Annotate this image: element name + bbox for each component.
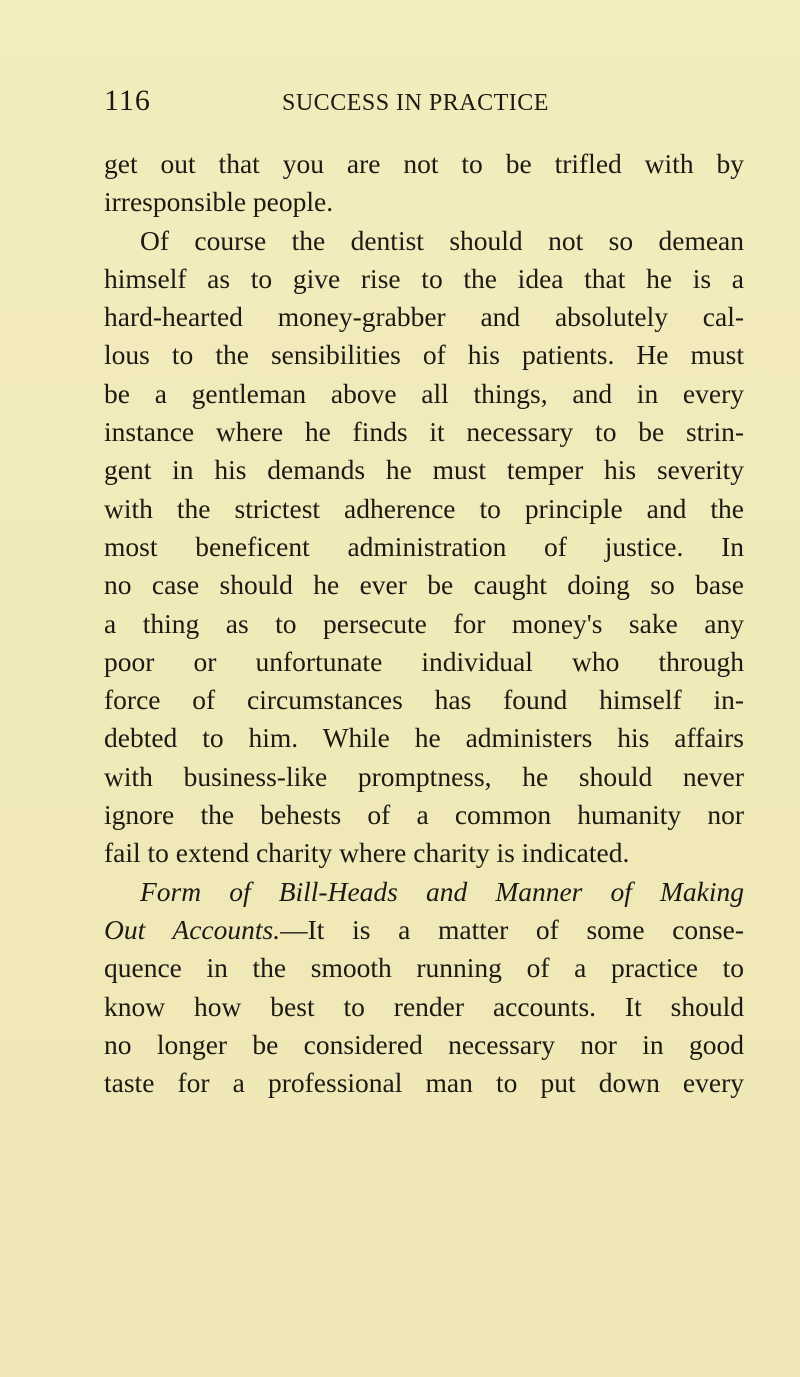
text-line: be a gentleman above all things, and in every	[104, 377, 744, 409]
text-line	[104, 911, 744, 949]
text-line: himself as to give rise to the idea that he is a	[104, 262, 744, 294]
text-line: most beneficent administration of justice. In	[104, 530, 744, 562]
text-line: get out that you are not to be trifled with by	[104, 148, 744, 179]
text-line: know how best to render accounts. It should	[104, 990, 744, 1022]
text-line: fail to extend charity where charity is indicated.	[104, 837, 630, 869]
text-line: with the strictest adherence to principle and the	[104, 492, 744, 524]
body-text	[104, 145, 744, 1102]
text-line: lous to the sensibilities of his patients. He must	[104, 339, 744, 371]
text-line: no case should he ever be caught doing so base	[104, 569, 744, 601]
text-line: hard-hearted money-grabber and absolutely cal-	[104, 301, 744, 333]
text-line: instance where he finds it necessary to be strin-	[104, 416, 744, 448]
text-line: with business-like promptness, he should never	[104, 760, 744, 792]
text-line: force of circumstances has found himself in-	[104, 684, 744, 716]
text-line: ignore the behests of a common humanity nor	[104, 799, 744, 831]
page-number: 116	[104, 84, 151, 117]
text-line: debted to him. While he administers his affairs	[104, 722, 744, 754]
section-heading: Form of Bill-Heads and Manner of Making	[140, 875, 744, 907]
text-line: taste for a professional man to put down every	[104, 1067, 744, 1099]
text-line: poor or unfortunate individual who through	[104, 645, 744, 677]
text-line: irresponsible people.	[104, 186, 334, 218]
page-header	[104, 84, 744, 124]
running-head: SUCCESS IN PRACTICE	[282, 90, 549, 116]
section-text-start: —It is a matter of some conse-	[280, 913, 744, 945]
text-line: quence in the smooth running of a practice to	[104, 952, 744, 984]
text-line: no longer be considered necessary nor in good	[104, 1028, 744, 1060]
text-line: Of course the dentist should not so demean	[140, 224, 744, 256]
text-line: gent in his demands he must temper his severity	[104, 454, 744, 486]
text-line: a thing as to persecute for money's sake any	[104, 607, 744, 639]
section-heading-continued: Out Accounts.	[104, 913, 281, 945]
